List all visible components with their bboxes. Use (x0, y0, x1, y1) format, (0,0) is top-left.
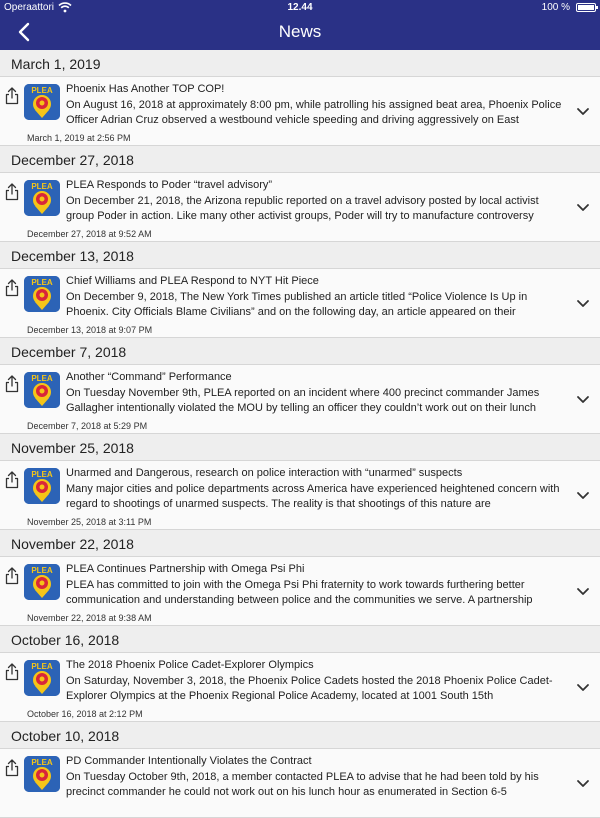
status-bar (0, 0, 600, 15)
plea-logo-icon (24, 468, 60, 504)
svg-text:PLEA: PLEA (31, 374, 53, 383)
news-group (0, 626, 600, 722)
news-list (0, 50, 600, 818)
chevron-down-icon[interactable] (576, 296, 590, 306)
section-date-header: October 16, 2018 (0, 626, 600, 653)
news-title: Unarmed and Dangerous, research on police interaction with “unarmed” suspects (66, 467, 463, 479)
share-icon[interactable] (4, 183, 20, 201)
news-group (0, 722, 600, 818)
news-title: The 2018 Phoenix Police Cadet-Explorer Olympics (66, 659, 314, 671)
svg-text:PLEA: PLEA (31, 566, 53, 575)
chevron-down-icon[interactable] (576, 200, 590, 210)
news-item[interactable] (0, 557, 600, 626)
news-group (0, 434, 600, 530)
news-group (0, 338, 600, 434)
news-title: Another “Command” Performance (66, 371, 232, 383)
news-group (0, 530, 600, 626)
svg-text:PLEA: PLEA (31, 662, 53, 671)
share-icon[interactable] (4, 87, 20, 105)
news-group (0, 146, 600, 242)
chevron-down-icon[interactable] (576, 776, 590, 786)
plea-logo-icon (24, 276, 60, 312)
news-group (0, 50, 600, 146)
news-timestamp: October 16, 2018 at 2:12 PM (27, 709, 143, 719)
news-item[interactable] (0, 173, 600, 242)
news-excerpt: PLEA has committed to join with the Omega Psi Phi fraternity to work towards furthering better communication and understanding between police and the communities we serve. A partnership (66, 579, 533, 606)
plea-logo-icon (24, 756, 60, 792)
svg-text:PLEA: PLEA (31, 182, 53, 191)
news-excerpt: On Tuesday November 9th, PLEA reported on an incident where 400 precinct commander James Gallagher intentionally violated the MOU by telling an officer they couldn’t work out on their lunch (66, 387, 540, 414)
news-item[interactable] (0, 365, 600, 434)
svg-text:PLEA: PLEA (31, 86, 53, 95)
news-item[interactable] (0, 77, 600, 146)
news-timestamp: December 13, 2018 at 9:07 PM (27, 325, 153, 335)
svg-text:PLEA: PLEA (31, 758, 53, 767)
news-title: PD Commander Intentionally Violates the Contract (66, 755, 312, 767)
section-date-header: November 22, 2018 (0, 530, 600, 557)
battery-percent: 100 % (541, 2, 570, 13)
share-icon[interactable] (4, 567, 20, 585)
news-timestamp: December 7, 2018 at 5:29 PM (27, 421, 148, 431)
plea-logo-icon (24, 660, 60, 696)
share-icon[interactable] (4, 279, 20, 297)
chevron-down-icon[interactable] (576, 680, 590, 690)
news-group (0, 242, 600, 338)
share-icon[interactable] (4, 471, 20, 489)
news-excerpt: On Tuesday October 9th, 2018, a member contacted PLEA to advise that he had been told by his precinct commander he could not work out on his lunch hour as enumerated in Section 6-5 (66, 771, 539, 798)
page-title: News (278, 22, 322, 41)
news-item[interactable] (0, 269, 600, 338)
news-excerpt: On August 16, 2018 at approximately 8:00 pm, while patrolling his assigned beat area, Phoenix Police Officer Adrian Cruz observed a westbound vehicle speeding and driving aggressively on East (66, 99, 562, 126)
chevron-down-icon[interactable] (576, 584, 590, 594)
plea-logo-icon (24, 84, 60, 120)
chevron-down-icon[interactable] (576, 488, 590, 498)
section-date-header: December 13, 2018 (0, 242, 600, 269)
plea-logo-icon (24, 372, 60, 408)
news-title: Phoenix Has Another TOP COP! (66, 83, 225, 95)
news-excerpt: Many major cities and police departments across America have experienced heightened concern with regard to shootings of unarmed suspects. The reality is that shootings of this nature are (66, 483, 560, 510)
nav-bar (0, 15, 600, 50)
share-icon[interactable] (4, 663, 20, 681)
plea-logo-icon (24, 564, 60, 600)
section-date-header: December 27, 2018 (0, 146, 600, 173)
section-date-header: March 1, 2019 (0, 50, 600, 77)
news-excerpt: On December 21, 2018, the Arizona republic reported on a travel advisory posted by local activist group Poder in action. Like many other activist groups, Poder will try to manufacture controversy (66, 195, 539, 222)
news-timestamp: November 25, 2018 at 3:11 PM (27, 517, 152, 527)
chevron-down-icon[interactable] (576, 104, 590, 114)
clock: 12.44 (287, 2, 313, 13)
news-timestamp: December 27, 2018 at 9:52 AM (27, 229, 152, 239)
news-timestamp: March 1, 2019 at 2:56 PM (27, 133, 131, 143)
news-item[interactable] (0, 749, 600, 818)
news-title: Chief Williams and PLEA Respond to NYT Hit Piece (66, 275, 319, 287)
section-date-header: December 7, 2018 (0, 338, 600, 365)
section-date-header: October 10, 2018 (0, 722, 600, 749)
battery-icon (576, 3, 596, 12)
news-timestamp: November 22, 2018 at 9:38 AM (27, 613, 152, 623)
news-excerpt: On Saturday, November 3, 2018, the Phoenix Police Cadets hosted the 2018 Phoenix Police Cadet-Explorer Olympics at the Phoenix Regional Police Academy, located at 1001 South 15th (66, 675, 553, 702)
svg-text:PLEA: PLEA (31, 278, 53, 287)
share-icon[interactable] (4, 375, 20, 393)
share-icon[interactable] (4, 759, 20, 777)
svg-text:PLEA: PLEA (31, 470, 53, 479)
news-item[interactable] (0, 461, 600, 530)
news-excerpt: On December 9, 2018, The New York Times published an article titled “Police Violence Is Up in Phoenix. City Officials Blame Civilians” and on the following day, an article appeared on their (66, 291, 528, 318)
section-date-header: November 25, 2018 (0, 434, 600, 461)
news-title: PLEA Responds to Poder “travel advisory” (66, 179, 273, 191)
plea-logo-icon (24, 180, 60, 216)
battery-level-fill (578, 5, 594, 10)
chevron-down-icon[interactable] (576, 392, 590, 402)
news-item[interactable] (0, 653, 600, 722)
carrier-label: Operaattori (4, 2, 55, 13)
news-title: PLEA Continues Partnership with Omega Psi Phi (66, 563, 305, 575)
